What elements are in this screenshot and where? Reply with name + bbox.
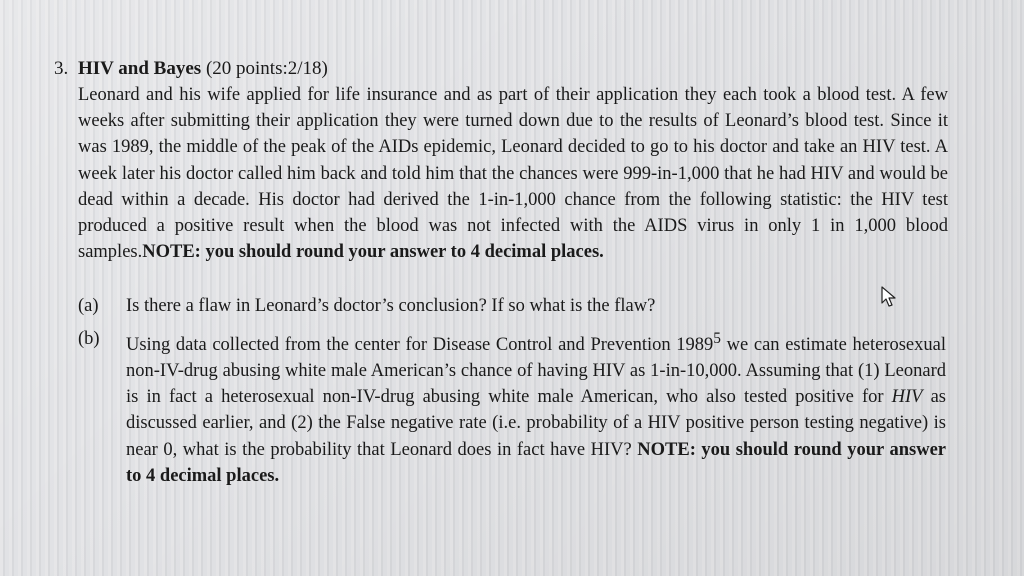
part-b-text-3: as discussed earlier, and (2) the False negative rate (i.e. probability of a HIV positive person testing negative) is near 0, what is the probability that Leonard does in fact have HIV? <box>126 387 946 460</box>
problem-body-text: Leonard and his wife applied for life insurance and as part of their application they each took a blood test. A few weeks after submitting their application they were turned down due to the results of Leonard’s blood test. Since it was 1989, the middle of the peak of the AIDs epidemic, Leonard decided to go to his doctor and take an HIV test. A week later his doctor called him back and told him that the chances were 999-in-1,000 that he had HIV and would be dead within a decade. His doctor had derived the 1-in-1,000 chance from the following statistic: the HIV test produced a positive result when the blood was not infected with the AIDS virus in only 1 in 1,000 blood samples. <box>78 85 948 263</box>
problem-statement <box>78 82 948 265</box>
part-b-text-1: Using data collected from the center for Disease Control and Prevention 1989 <box>126 334 714 355</box>
part-a <box>78 293 946 319</box>
mouse-pointer-icon <box>880 286 900 308</box>
problem-parts <box>78 293 946 489</box>
part-b-text <box>126 326 946 489</box>
document-page <box>54 56 954 495</box>
footnote-marker: 5 <box>713 329 721 347</box>
part-a-text: Is there a flaw in Leonard’s doctor’s conclusion? If so what is the flaw? <box>126 296 656 317</box>
part-b-label: (b) <box>78 328 100 349</box>
hiv-italic: HIV <box>891 387 923 408</box>
problem-points: (20 points:2/18) <box>205 58 328 79</box>
problem-title: HIV and Bayes <box>78 58 202 79</box>
part-b-note: NOTE: you should round your answer to 4 decimal places. <box>126 439 946 486</box>
problem-note: NOTE: you should round your answer to 4 decimal places. <box>142 242 604 263</box>
problem-number: 3. <box>54 58 69 79</box>
part-a-label: (a) <box>78 296 99 317</box>
part-b <box>78 326 946 489</box>
part-b-text-2: we can estimate heterosexual non-IV-drug abusing white male American’s chance of having HIV as 1-in-10,000. Assuming that (1) Leonard is in fact a heterosexual non-IV-drug abusing white male American, who also tested positive for <box>126 334 946 408</box>
problem-heading <box>54 56 954 82</box>
